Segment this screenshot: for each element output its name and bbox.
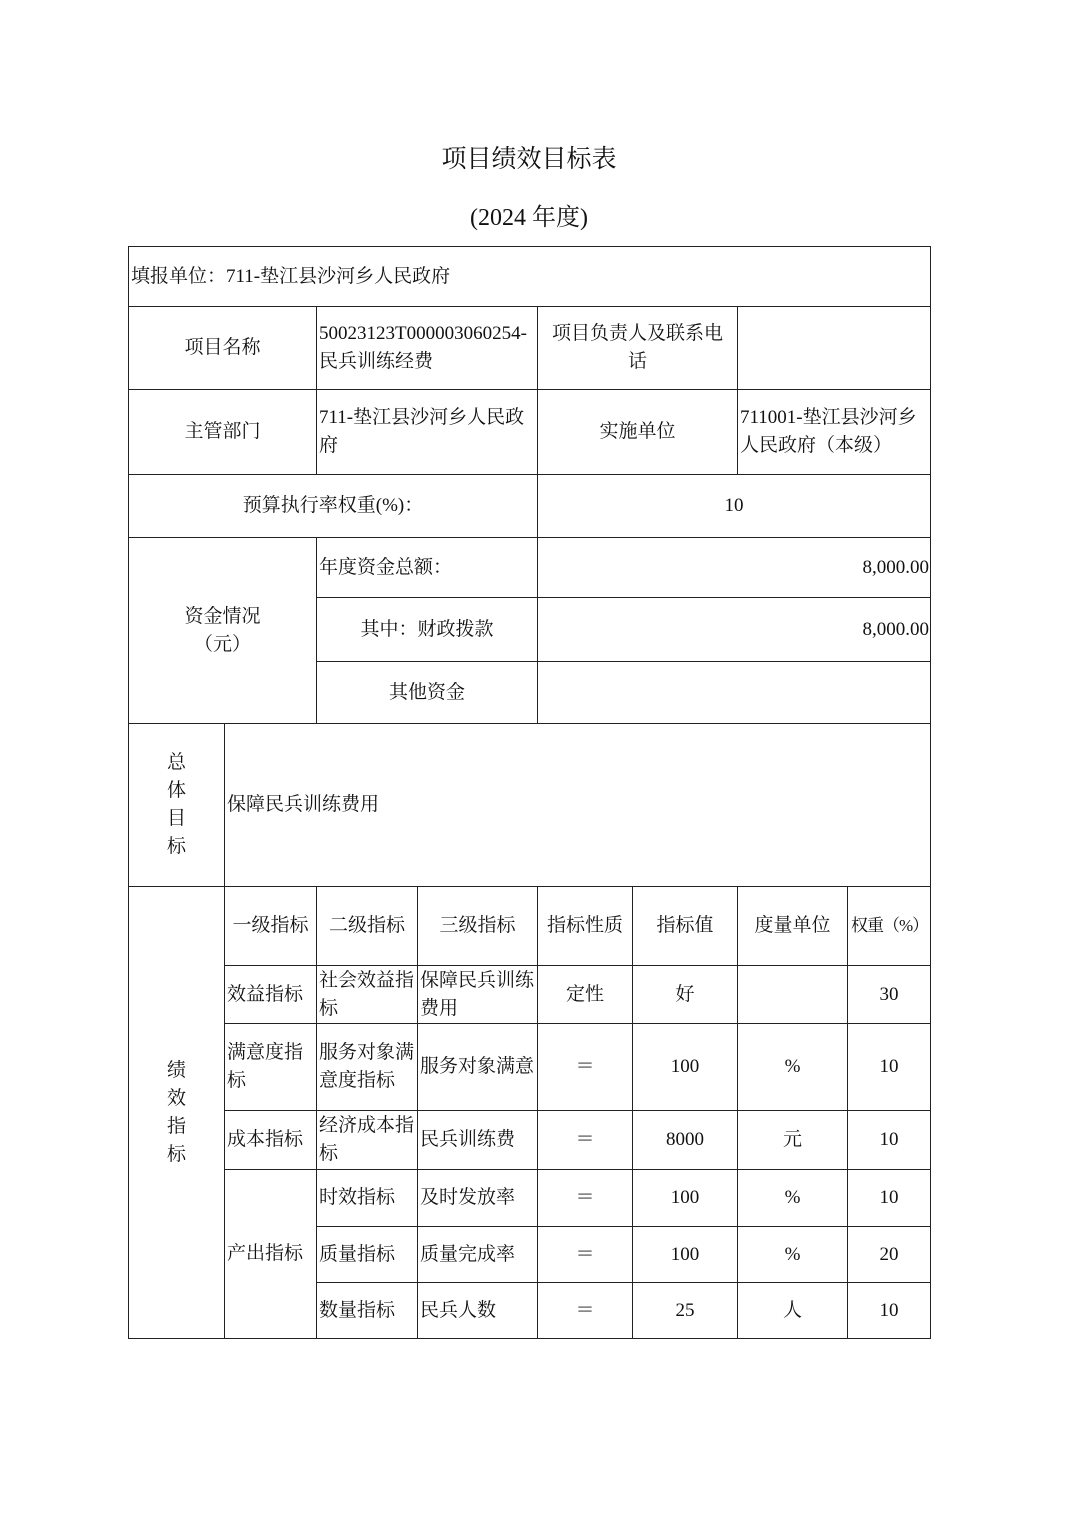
project-name-label: 项目名称 — [129, 307, 317, 390]
level2-cell: 质量指标 — [317, 1227, 418, 1283]
annual-total-row — [129, 538, 931, 598]
nature-cell: ＝ — [538, 1227, 633, 1283]
project-name-value: 50023123T000003060254-民兵训练经费 — [317, 307, 538, 390]
project-name-row — [129, 307, 931, 390]
impl-label: 实施单位 — [538, 390, 738, 475]
other-funds-value — [538, 662, 931, 724]
budget-weight-label: 预算执行率权重(%)： — [129, 475, 538, 538]
unit-cell: % — [738, 1170, 848, 1227]
nature-cell: ＝ — [538, 1111, 633, 1170]
weight-cell: 20 — [848, 1227, 931, 1283]
level3-cell: 服务对象满意 — [418, 1024, 538, 1111]
filler-unit-row — [129, 247, 931, 307]
value-cell: 100 — [633, 1024, 738, 1111]
header-level2: 二级指标 — [317, 887, 418, 966]
contact-label: 项目负责人及联系电话 — [551, 323, 723, 372]
header-unit: 度量单位 — [738, 887, 848, 966]
table-row — [129, 1111, 931, 1170]
weight-cell: 10 — [848, 1111, 931, 1170]
weight-cell: 10 — [848, 1024, 931, 1111]
level2-cell: 服务对象满意度指标 — [317, 1024, 418, 1111]
dept-label: 主管部门 — [129, 390, 317, 475]
budget-weight-value: 10 — [538, 475, 931, 538]
header-weight-cell — [848, 887, 931, 966]
filler-unit-cell — [129, 247, 931, 307]
value-cell: 100 — [633, 1170, 738, 1227]
department-row — [129, 390, 931, 475]
overall-goal-value: 保障民兵训练费用 — [225, 724, 931, 887]
contact-label-cell — [538, 307, 738, 390]
level1-cell: 效益指标 — [225, 966, 317, 1024]
value-cell: 25 — [633, 1283, 738, 1339]
level3-cell: 保障民兵训练费用 — [418, 966, 538, 1024]
nature-cell: 定性 — [538, 966, 633, 1024]
level2-cell: 时效指标 — [317, 1170, 418, 1227]
level3-cell: 民兵人数 — [418, 1283, 538, 1339]
header-nature: 指标性质 — [538, 887, 633, 966]
nature-cell: ＝ — [538, 1283, 633, 1339]
level1-cell: 产出指标 — [225, 1170, 317, 1339]
level1-cell: 成本指标 — [225, 1111, 317, 1170]
funds-label-cell — [129, 538, 317, 724]
header-level3: 三级指标 — [418, 887, 538, 966]
overall-goal-row — [129, 724, 931, 887]
overall-goal-label: 总体目标 — [166, 752, 186, 857]
annual-total-value: 8,000.00 — [538, 538, 931, 598]
indicators-label: 绩效指标 — [166, 1059, 186, 1165]
fiscal-value: 8,000.00 — [538, 598, 931, 662]
other-funds-label: 其他资金 — [317, 662, 538, 724]
table-row — [129, 1170, 931, 1227]
budget-weight-row — [129, 475, 931, 538]
level2-cell: 数量指标 — [317, 1283, 418, 1339]
indicator-header-row — [129, 887, 931, 966]
value-cell: 8000 — [633, 1111, 738, 1170]
level2-cell: 经济成本指标 — [317, 1111, 418, 1170]
page-subtitle: (2024 年度) — [470, 205, 588, 231]
overall-goal-label-cell — [129, 724, 225, 887]
unit-cell: % — [738, 1227, 848, 1283]
filler-unit-label: 填报单位： — [131, 265, 227, 287]
unit-cell — [738, 966, 848, 1024]
level2-cell: 社会效益指标 — [317, 966, 418, 1024]
indicators-label-cell — [129, 887, 225, 1339]
unit-cell: 元 — [738, 1111, 848, 1170]
dept-value: 711-垫江县沙河乡人民政府 — [317, 390, 538, 475]
annual-total-label: 年度资金总额： — [317, 538, 538, 598]
table-row — [129, 966, 931, 1024]
weight-cell: 30 — [848, 966, 931, 1024]
level1-cell: 满意度指标 — [225, 1024, 317, 1111]
impl-value: 711001-垫江县沙河乡人民政府（本级） — [738, 390, 931, 475]
funds-label: 资金情况（元） — [184, 605, 261, 655]
level3-cell: 及时发放率 — [418, 1170, 538, 1227]
weight-cell: 10 — [848, 1283, 931, 1339]
value-cell: 好 — [633, 966, 738, 1024]
performance-target-table — [128, 246, 931, 1339]
page-title: 项目绩效目标表 — [441, 146, 617, 173]
table-row — [129, 1024, 931, 1111]
unit-cell: 人 — [738, 1283, 848, 1339]
value-cell: 100 — [633, 1227, 738, 1283]
filler-unit-value: 711-垫江县沙河乡人民政府 — [226, 265, 451, 287]
nature-cell: ＝ — [538, 1024, 633, 1111]
unit-cell: % — [738, 1024, 848, 1111]
header-level1: 一级指标 — [225, 887, 317, 966]
header-value: 指标值 — [633, 887, 738, 966]
nature-cell: ＝ — [538, 1170, 633, 1227]
level3-cell: 民兵训练费 — [418, 1111, 538, 1170]
level3-cell: 质量完成率 — [418, 1227, 538, 1283]
contact-value — [738, 307, 931, 390]
fiscal-label: 其中：财政拨款 — [317, 598, 538, 662]
header-weight: 权重（%） — [851, 916, 929, 935]
weight-cell: 10 — [848, 1170, 931, 1227]
